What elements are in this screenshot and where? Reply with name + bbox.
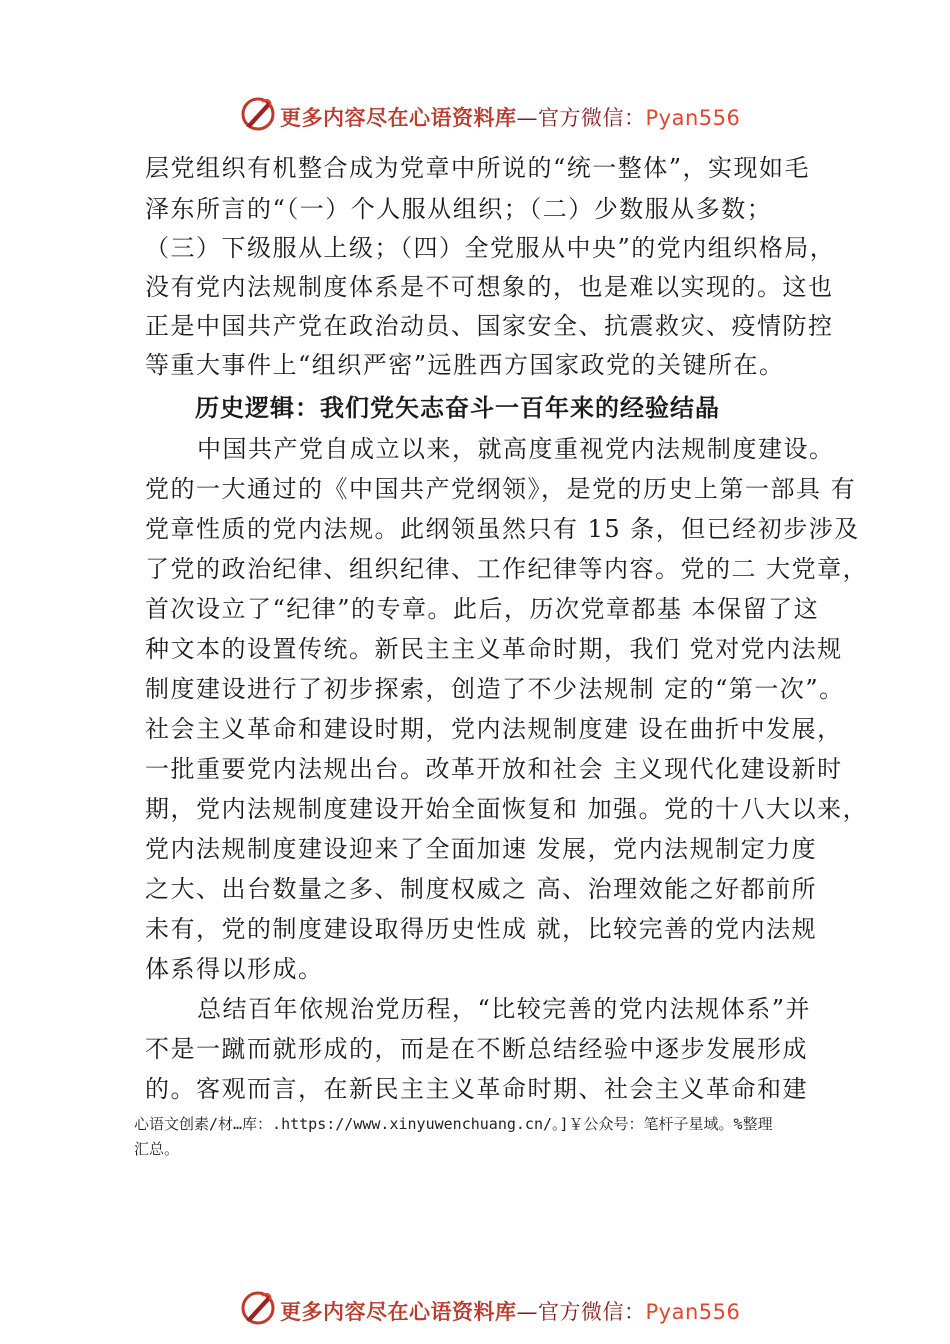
text-line: （三）下级服从上级；（四）全党服从中央”的党内组织格局， (145, 234, 836, 262)
footnote-line: 心语文创素/材…库：.https://www.xinyuwenchuang.cn/。]￥公众号：笔杆子星域。%整理 (134, 1115, 773, 1133)
text-line: 了党的政治纪律、组织纪律、工作纪律等内容。党的二 大党章， (145, 555, 869, 583)
text-line: 泽东所言的“（一）个人服从组织；（二）少数服从多数； (145, 195, 773, 223)
text-line: 的。客观而言，在新民主主义革命时期、社会主义革命和建 (145, 1075, 808, 1103)
text-line: 体系得以形成。 (145, 955, 324, 983)
pen-logo-icon (238, 1288, 278, 1328)
text-line: 没有党内法规制度体系是不可想象的，也是难以实现的。这也 (145, 273, 834, 301)
text-line: 一批重要党内法规出台。改革开放和社会 主义现代化建设新时 (145, 755, 843, 783)
text-line: 制度建设进行了初步探索，创造了不少法规制 定的“第一次”。 (145, 675, 845, 703)
banner-wechat-label: —官方微信： (516, 106, 646, 130)
banner-wechat-label: —官方微信： (516, 1300, 646, 1324)
text-line: 党内法规制度建设迎来了全面加速 发展，党内法规制定力度 (145, 835, 818, 863)
text-line: 首次设立了“纪律”的专章。此后，历次党章都基 本保留了这 (145, 595, 820, 623)
pen-logo-icon (238, 94, 278, 134)
banner-text (280, 102, 740, 132)
text-line: 社会主义革命和建设时期，党内法规制度建 设在曲折中发展， (145, 715, 843, 743)
text-line: 党的一大通过的《中国共产党纲领》，是党的历史上第一部具 有 (145, 475, 857, 503)
text-line: 之大、出台数量之多、制度权威之 高、治理效能之好都前所 (145, 875, 818, 903)
text-line: 等重大事件上“组织严密”远胜西方国家政党的关键所在。 (145, 351, 785, 379)
banner-wechat-id: Pyan556 (645, 1300, 741, 1324)
text-line: 期，党内法规制度建设开始全面恢复和 加强。党的十八大以来， (145, 795, 869, 823)
banner-title: 更多内容尽在心语资料库 (280, 106, 517, 130)
banner-title: 更多内容尽在心语资料库 (280, 1300, 517, 1324)
text-line: 不是一蹴而就形成的，而是在不断总结经验中逐步发展形成 (145, 1035, 808, 1063)
footer-banner (0, 1288, 950, 1332)
banner-wechat-id: Pyan556 (645, 106, 741, 130)
footnote-line: 汇总。 (134, 1140, 180, 1158)
section-heading: 历史逻辑：我们党矢志奋斗一百年来的经验结晶 (195, 394, 720, 422)
text-line: 党章性质的党内法规。此纲领虽然只有 15 条，但已经初步涉及 (145, 515, 860, 543)
text-line: 层党组织有机整合成为党章中所说的“统一整体”，实现如毛 (145, 154, 811, 182)
text-line: 未有，党的制度建设取得历史性成 就，比较完善的党内法规 (145, 915, 818, 943)
header-banner (0, 94, 950, 138)
banner-text (280, 1296, 740, 1326)
text-line: 中国共产党自成立以来，就高度重视党内法规制度建设。 (197, 435, 835, 463)
text-line: 种文本的设置传统。新民主主义革命时期，我们 党对党内法规 (145, 635, 843, 663)
text-line: 正是中国共产党在政治动员、国家安全、抗震救灾、疫情防控 (145, 312, 834, 340)
text-line: 总结百年依规治党历程，“比较完善的党内法规体系”并 (197, 995, 812, 1023)
